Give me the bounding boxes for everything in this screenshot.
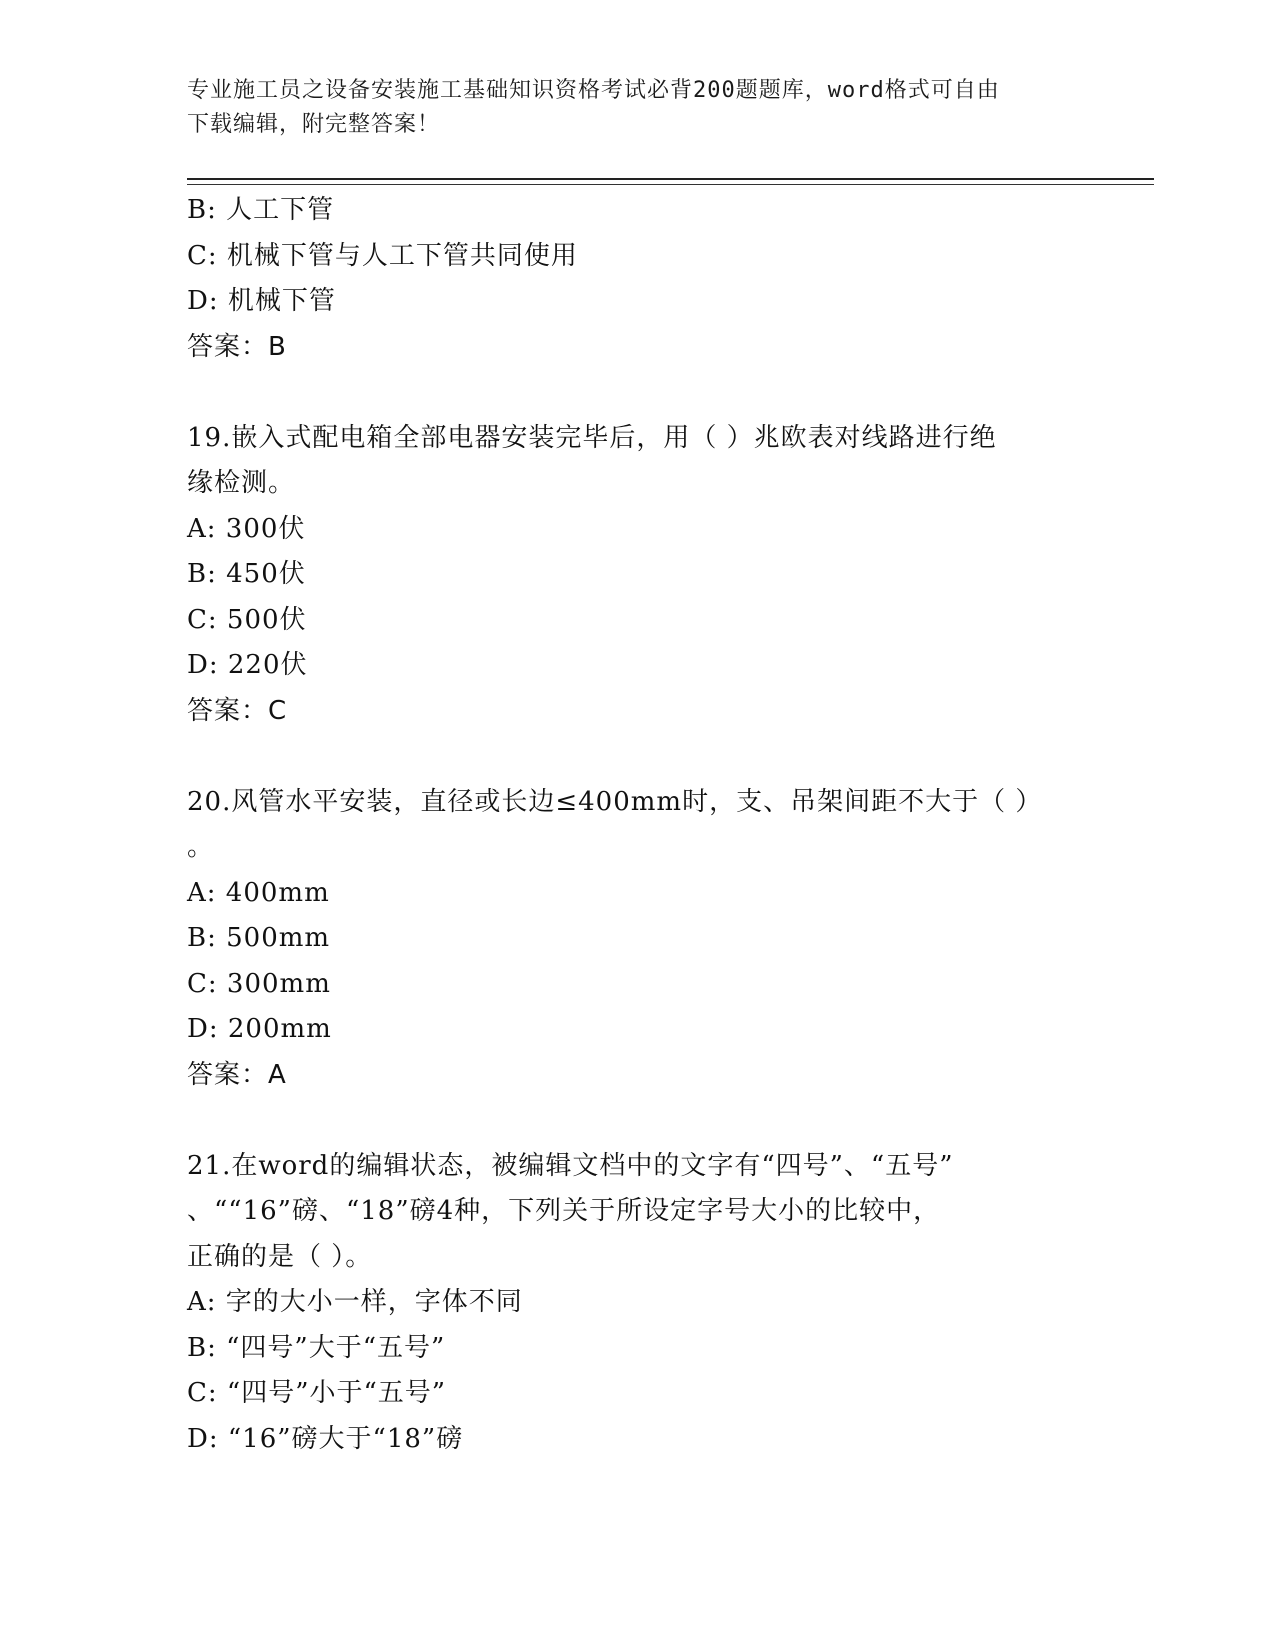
option-d: D: “16”磅大于“18”磅: [187, 1423, 464, 1454]
document-header: [187, 74, 1067, 142]
option-c: C: “四号”小于“五号”: [187, 1378, 447, 1408]
question-stem-cont: 缘检测。: [187, 468, 296, 498]
option-a: A: 400mm: [187, 877, 330, 908]
question-21: [187, 1144, 1087, 1463]
answer-line: 答案：B: [187, 331, 287, 362]
option-d: D: 机械下管: [187, 286, 336, 316]
option-d: D: 220伏: [187, 650, 308, 680]
answer-line: 答案：A: [187, 1059, 287, 1090]
answer-line: 答案：C: [187, 695, 288, 726]
option-b: B: 人工下管: [187, 195, 335, 225]
spacer: [187, 1098, 1087, 1144]
document-body: [187, 188, 1087, 1462]
question-stem: 21.在word的编辑状态，被编辑文档中的文字有“四号”、“五号”: [187, 1150, 954, 1181]
question-18-tail: [187, 188, 1087, 370]
option-d: D: 200mm: [187, 1014, 332, 1044]
header-line-1: 专业施工员之设备安装施工基础知识资格考试必背200题题库，word格式可自由: [187, 78, 1000, 103]
option-b: B: 450伏: [187, 559, 306, 589]
question-stem-cont: 。: [187, 832, 215, 862]
option-c: C: 机械下管与人工下管共同使用: [187, 240, 578, 271]
option-b: B: “四号”大于“五号”: [187, 1332, 446, 1363]
spacer: [187, 734, 1087, 780]
option-b: B: 500mm: [187, 923, 331, 953]
option-c: C: 500伏: [187, 604, 307, 635]
question-stem-cont: 正确的是（ ）。: [187, 1241, 373, 1272]
question-stem: 20.风管水平安装，直径或长边≤400mm时，支、吊架间距不大于（ ）: [187, 786, 1043, 817]
option-a: A: 300伏: [187, 513, 306, 544]
header-divider-thin: [187, 184, 1154, 185]
question-stem-cont: 、““16”磅、“18”磅4种，下列关于所设定字号大小的比较中，: [187, 1196, 941, 1226]
header-divider-thick: [187, 178, 1154, 180]
question-stem: 19.嵌入式配电箱全部电器安装完毕后，用（ ）兆欧表对线路进行绝: [187, 422, 997, 453]
option-a: A: 字的大小一样，字体不同: [187, 1287, 523, 1317]
question-19: [187, 416, 1087, 735]
header-line-2: 下载编辑，附完整答案！: [187, 112, 441, 137]
spacer: [187, 370, 1087, 416]
question-20: [187, 780, 1087, 1099]
option-c: C: 300mm: [187, 968, 331, 999]
